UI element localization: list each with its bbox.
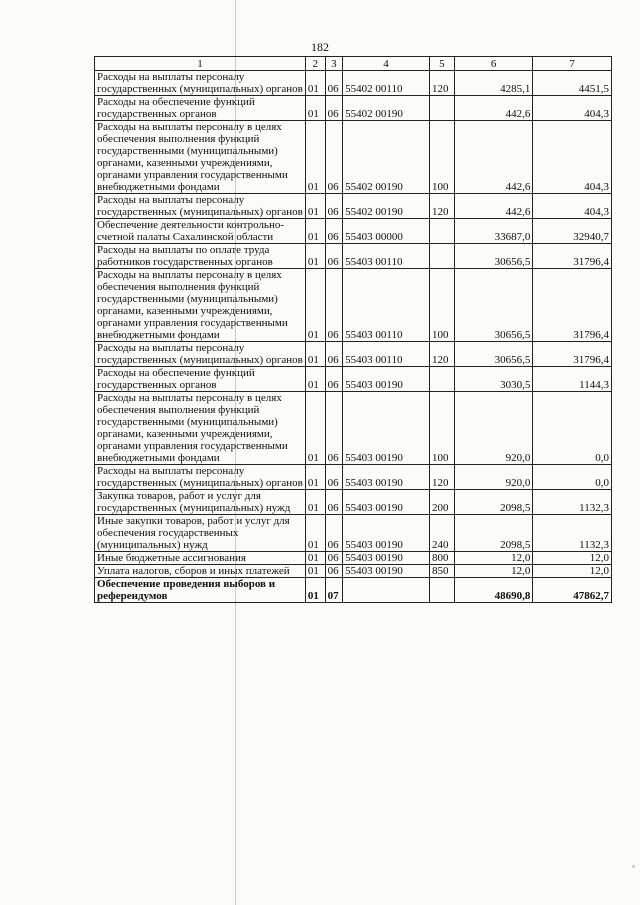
value-col6-cell: 30656,5 — [454, 342, 533, 367]
target-article-cell: 55402 00110 — [343, 71, 430, 96]
target-article-cell: 55403 00190 — [343, 552, 430, 565]
section-cell: 01 — [305, 578, 325, 603]
value-col7-cell: 12,0 — [533, 552, 612, 565]
row-name-cell: Расходы на выплаты персоналу государственных (муниципальных) органов — [95, 342, 306, 367]
value-col6-cell: 442,6 — [454, 96, 533, 121]
target-article-cell: 55403 00000 — [343, 219, 430, 244]
value-col7-cell: 31796,4 — [533, 269, 612, 342]
expense-type-cell: 240 — [429, 515, 454, 552]
expense-type-cell: 120 — [429, 194, 454, 219]
header-col-1: 1 — [95, 57, 306, 71]
row-name-cell: Иные бюджетные ассигнования — [95, 552, 306, 565]
value-col6-cell: 30656,5 — [454, 269, 533, 342]
target-article-cell: 55403 00110 — [343, 269, 430, 342]
section-cell: 01 — [305, 342, 325, 367]
target-article-cell: 55403 00190 — [343, 515, 430, 552]
row-name-cell: Расходы на выплаты персоналу государственных (муниципальных) органов — [95, 465, 306, 490]
table-row — [95, 367, 612, 392]
target-article-cell: 55403 00190 — [343, 367, 430, 392]
subsection-cell: 06 — [325, 367, 343, 392]
table-row — [95, 578, 612, 603]
edge-scan-mark: ▪ — [629, 862, 638, 871]
subsection-cell: 06 — [325, 392, 343, 465]
header-col-6: 6 — [454, 57, 533, 71]
subsection-cell: 07 — [325, 578, 343, 603]
section-cell: 01 — [305, 565, 325, 578]
row-name-cell: Закупка товаров, работ и услуг для государственных (муниципальных) нужд — [95, 490, 306, 515]
table-row — [95, 269, 612, 342]
target-article-cell: 55402 00190 — [343, 121, 430, 194]
row-name-cell: Расходы на выплаты персоналу государственных (муниципальных) органов — [95, 71, 306, 96]
table-row — [95, 552, 612, 565]
expense-type-cell — [429, 219, 454, 244]
value-col7-cell: 4451,5 — [533, 71, 612, 96]
expense-type-cell: 120 — [429, 342, 454, 367]
table-row — [95, 515, 612, 552]
section-cell: 01 — [305, 490, 325, 515]
target-article-cell: 55402 00190 — [343, 194, 430, 219]
table-row — [95, 342, 612, 367]
subsection-cell: 06 — [325, 490, 343, 515]
row-name-cell: Расходы на выплаты персоналу в целях обеспечения выполнения функций государственными (муниципальными) органами, казенными учреждениями, органами управления государственными внебюджетными фондами — [95, 392, 306, 465]
expense-type-cell: 100 — [429, 392, 454, 465]
table-row — [95, 121, 612, 194]
subsection-cell: 06 — [325, 515, 343, 552]
header-col-2: 2 — [305, 57, 325, 71]
target-article-cell — [343, 578, 430, 603]
section-cell: 01 — [305, 552, 325, 565]
expense-type-cell — [429, 244, 454, 269]
table-header-row — [95, 57, 612, 71]
subsection-cell: 06 — [325, 244, 343, 269]
expense-type-cell: 120 — [429, 71, 454, 96]
row-name-cell: Иные закупки товаров, работ и услуг для обеспечения государственных (муниципальных) нужд — [95, 515, 306, 552]
expense-type-cell: 800 — [429, 552, 454, 565]
target-article-cell: 55403 00190 — [343, 565, 430, 578]
expense-type-cell: 100 — [429, 121, 454, 194]
value-col7-cell: 31796,4 — [533, 342, 612, 367]
expense-type-cell — [429, 96, 454, 121]
row-name-cell: Уплата налогов, сборов и иных платежей — [95, 565, 306, 578]
table-row — [95, 219, 612, 244]
value-col6-cell: 48690,8 — [454, 578, 533, 603]
subsection-cell: 06 — [325, 71, 343, 96]
table-row — [95, 194, 612, 219]
row-name-cell: Обеспечение проведения выборов и референдумов — [95, 578, 306, 603]
subsection-cell: 06 — [325, 342, 343, 367]
subsection-cell: 06 — [325, 121, 343, 194]
value-col6-cell: 920,0 — [454, 392, 533, 465]
row-name-cell: Обеспечение деятельности контрольно-счетной палаты Сахалинской области — [95, 219, 306, 244]
expense-type-cell: 200 — [429, 490, 454, 515]
section-cell: 01 — [305, 392, 325, 465]
value-col6-cell: 12,0 — [454, 565, 533, 578]
row-name-cell: Расходы на выплаты персоналу государственных (муниципальных) органов — [95, 194, 306, 219]
value-col6-cell: 33687,0 — [454, 219, 533, 244]
subsection-cell: 06 — [325, 96, 343, 121]
table-row — [95, 71, 612, 96]
subsection-cell: 06 — [325, 219, 343, 244]
value-col6-cell: 2098,5 — [454, 490, 533, 515]
subsection-cell: 06 — [325, 269, 343, 342]
row-name-cell: Расходы на обеспечение функций государственных органов — [95, 96, 306, 121]
value-col6-cell: 920,0 — [454, 465, 533, 490]
subsection-cell: 06 — [325, 194, 343, 219]
section-cell: 01 — [305, 465, 325, 490]
section-cell: 01 — [305, 515, 325, 552]
section-cell: 01 — [305, 71, 325, 96]
value-col6-cell: 4285,1 — [454, 71, 533, 96]
header-col-5: 5 — [429, 57, 454, 71]
subsection-cell: 06 — [325, 552, 343, 565]
subsection-cell: 06 — [325, 465, 343, 490]
target-article-cell: 55403 00110 — [343, 342, 430, 367]
section-cell: 01 — [305, 194, 325, 219]
expense-type-cell: 120 — [429, 465, 454, 490]
row-name-cell: Расходы на выплаты персоналу в целях обеспечения выполнения функций государственными (муниципальными) органами, казенными учреждениями, органами управления государственными внебюджетными фондами — [95, 121, 306, 194]
table-row — [95, 392, 612, 465]
table-row — [95, 465, 612, 490]
value-col6-cell: 2098,5 — [454, 515, 533, 552]
expense-type-cell: 850 — [429, 565, 454, 578]
target-article-cell: 55403 00190 — [343, 465, 430, 490]
value-col7-cell: 404,3 — [533, 121, 612, 194]
table-row — [95, 565, 612, 578]
value-col7-cell: 1132,3 — [533, 490, 612, 515]
section-cell: 01 — [305, 367, 325, 392]
row-name-cell: Расходы на выплаты по оплате труда работников государственных органов — [95, 244, 306, 269]
value-col6-cell: 442,6 — [454, 121, 533, 194]
value-col6-cell: 30656,5 — [454, 244, 533, 269]
value-col7-cell: 47862,7 — [533, 578, 612, 603]
header-col-3: 3 — [325, 57, 343, 71]
value-col7-cell: 0,0 — [533, 465, 612, 490]
value-col7-cell: 0,0 — [533, 392, 612, 465]
row-name-cell: Расходы на обеспечение функций государственных органов — [95, 367, 306, 392]
expense-type-cell — [429, 578, 454, 603]
target-article-cell: 55403 00190 — [343, 392, 430, 465]
section-cell: 01 — [305, 244, 325, 269]
table-row — [95, 244, 612, 269]
value-col6-cell: 442,6 — [454, 194, 533, 219]
section-cell: 01 — [305, 121, 325, 194]
value-col6-cell: 3030,5 — [454, 367, 533, 392]
budget-table — [94, 56, 612, 603]
expense-type-cell — [429, 367, 454, 392]
section-cell: 01 — [305, 96, 325, 121]
value-col7-cell: 32940,7 — [533, 219, 612, 244]
section-cell: 01 — [305, 219, 325, 244]
table-row — [95, 490, 612, 515]
target-article-cell: 55403 00190 — [343, 490, 430, 515]
section-cell: 01 — [305, 269, 325, 342]
header-col-7: 7 — [533, 57, 612, 71]
value-col7-cell: 31796,4 — [533, 244, 612, 269]
subsection-cell: 06 — [325, 565, 343, 578]
value-col7-cell: 12,0 — [533, 565, 612, 578]
value-col7-cell: 1132,3 — [533, 515, 612, 552]
header-col-4: 4 — [343, 57, 430, 71]
value-col7-cell: 1144,3 — [533, 367, 612, 392]
value-col7-cell: 404,3 — [533, 96, 612, 121]
expense-type-cell: 100 — [429, 269, 454, 342]
page-number: 182 — [311, 40, 329, 54]
target-article-cell: 55402 00190 — [343, 96, 430, 121]
row-name-cell: Расходы на выплаты персоналу в целях обеспечения выполнения функций государственными (муниципальными) органами, казенными учреждениями, органами управления государственными внебюджетными фондами — [95, 269, 306, 342]
value-col7-cell: 404,3 — [533, 194, 612, 219]
value-col6-cell: 12,0 — [454, 552, 533, 565]
table-row — [95, 96, 612, 121]
target-article-cell: 55403 00110 — [343, 244, 430, 269]
